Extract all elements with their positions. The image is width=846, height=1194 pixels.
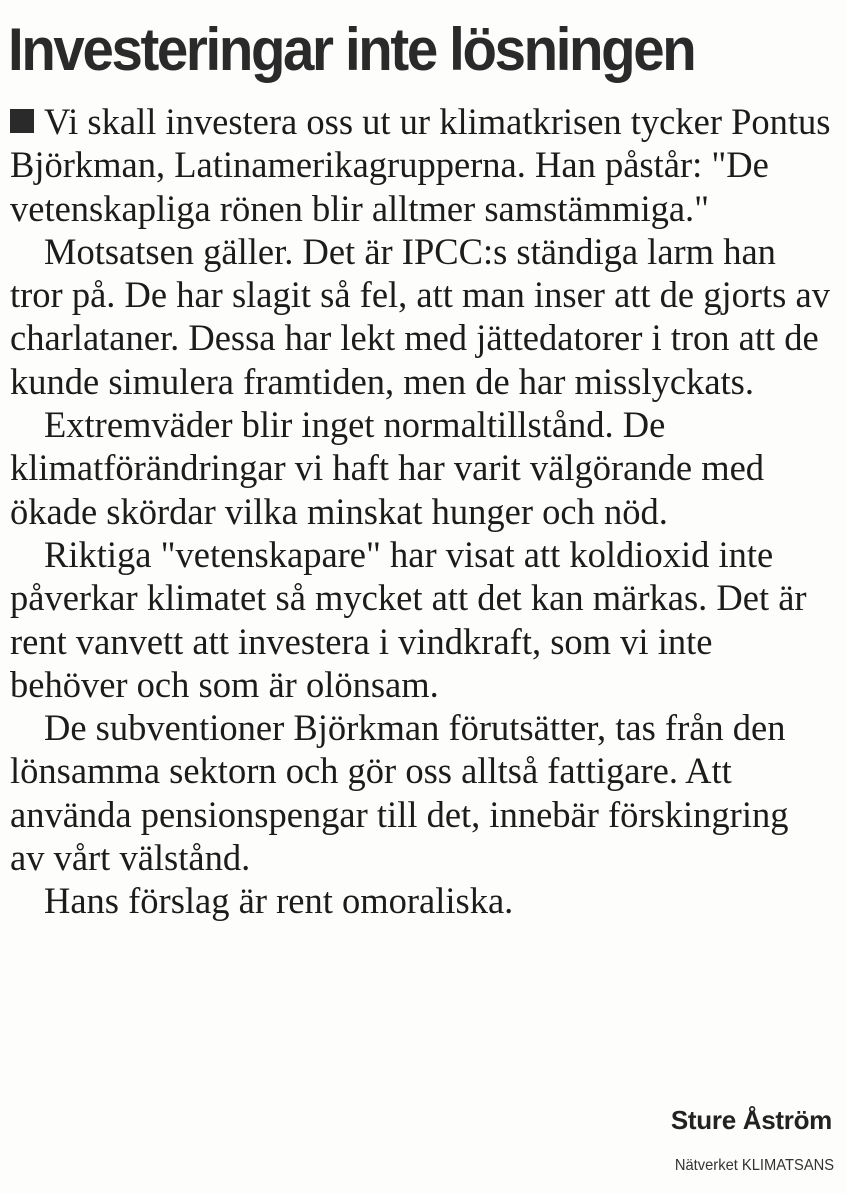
article-paragraph: Riktiga "vetenskapare" har visat att koldioxid inte påverkar klimatet så mycket att det kan märkas. Det är rent vanvett att investera i vindkraft, som vi inte behöver och som är olönsam. xyxy=(10,533,807,705)
article-headline: Investeringar inte lösningen xyxy=(8,16,695,83)
article-paragraph xyxy=(10,100,832,230)
article-paragraph: Motsatsen gäller. Det är IPCC:s ständiga larm han tror på. De har slagit så fel, att man inser att de gjorts av charlataner. Dessa har lekt med jättedatorer i tron att de kunde simulera framtiden, men de har misslyckats. xyxy=(10,230,830,402)
article-paragraph: Hans förslag är rent omoraliska. xyxy=(44,880,514,922)
author-byline: Sture Åström xyxy=(670,1105,832,1135)
article-body xyxy=(10,100,832,923)
article-paragraph: De subventioner Björkman förutsätter, tas från den lönsamma sektorn och gör oss alltså fattigare. Att använda pensionspengar till det, innebär förskingring av vårt välstånd. xyxy=(10,707,789,879)
article-paragraph: Extremväder blir inget normaltillstånd. De klimatförändringar vi haft har varit välgörande med ökade skördar vilka minskat hunger och nöd. xyxy=(10,404,765,532)
author-affiliation: Nätverket KLIMATSANS xyxy=(674,1157,834,1174)
paragraph-text: Vi skall investera oss ut ur klimatkrisen tycker Pontus Björkman, Latinamerikagrupperna. Han påstår: "De vetenskapliga rönen blir alltmer samstämmiga." xyxy=(10,101,831,229)
lead-square-icon xyxy=(10,109,34,133)
